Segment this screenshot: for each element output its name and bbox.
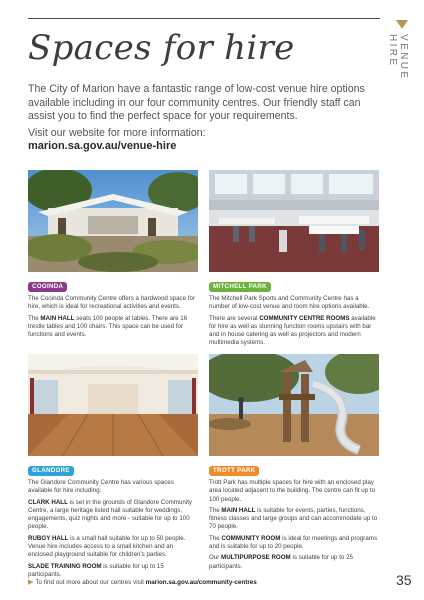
page-number: 35 (396, 572, 412, 588)
glandore-photo (28, 354, 198, 456)
centre-card-mitchell-park (209, 170, 379, 351)
card-paragraph (209, 554, 379, 571)
visit-text: Visit our website for more information: (28, 127, 206, 139)
paragraph-text: seats 100 people at tables. There are 16 trestle tables and 100 chairs. This space can be used for functions and events. (28, 314, 188, 339)
room-name: MAIN HALL (221, 506, 256, 514)
room-name: CLARK HALL (28, 498, 68, 506)
paragraph-text: is suitable for events, parties, functions, fitness classes and large groups and can accommodate up to 70 people. (209, 506, 378, 531)
centre-card-glandore (28, 354, 198, 582)
paragraph-lead: The (28, 314, 41, 322)
card-paragraph (28, 295, 198, 312)
arrow-right-icon: ▶ (28, 579, 34, 586)
card-paragraph (209, 315, 379, 348)
cooinda-photo (28, 170, 198, 272)
card-paragraph (28, 563, 198, 580)
card-paragraph (209, 507, 379, 532)
card-paragraph (28, 315, 198, 340)
community-centres-link[interactable]: marion.sa.gov.au/community-centres (145, 579, 257, 586)
paragraph-text: The Cooinda Community Centre offers a hardwood space for hire, which is ideal for recreational activities and events. (28, 295, 196, 311)
top-rule (28, 18, 380, 19)
paragraph-lead: Our (209, 554, 222, 562)
section-marker-icon (396, 20, 408, 29)
card-text-mitchell-park (209, 295, 379, 348)
card-text-trott-park (209, 479, 379, 571)
paragraph-lead: There are several (209, 314, 260, 322)
mitchell-park-photo (209, 170, 379, 272)
room-name: MAIN HALL (40, 314, 75, 322)
paragraph-text: is set in the grounds of Glandore Community Centre, a large heritage listed hall suitable for weddings, engagements, quiz nights and more - suitable for up to 100 people. (28, 498, 193, 531)
intro-paragraph: The City of Marion have a fantastic range of low-cost venue hire options available including in our four community centres. Our friendly staff can assist you to find the perfect space for your requirements. (28, 83, 365, 123)
badge-mitchell-park: MITCHELL PARK (209, 282, 271, 292)
venue-hire-link[interactable]: marion.sa.gov.au/venue-hire (28, 140, 177, 152)
paragraph-text: Trott Park has multiple spaces for hire with an enclosed play area located adjacent to the building. The centre can fit up to 100 people. (209, 479, 376, 503)
card-paragraph (28, 499, 198, 532)
footer-note (28, 578, 257, 586)
paragraph-text: is suitable for up to 15 participants. (28, 562, 164, 578)
paragraph-lead: The (209, 506, 222, 514)
page-title: Spaces for hire (28, 28, 295, 68)
card-text-cooinda (28, 295, 198, 339)
room-name: COMMUNITY ROOM (221, 534, 281, 542)
section-side-label: VENUE HIRE (387, 34, 409, 81)
badge-trott-park: TROTT PARK (209, 466, 259, 476)
badge-cooinda: COOINDA (28, 282, 67, 292)
card-text-glandore (28, 479, 198, 579)
paragraph-text: is suitable for up to 25 participants. (209, 554, 353, 570)
room-name: RUBGY HALL (28, 534, 69, 542)
footer-note-text: To find out more about our centres visit (35, 579, 146, 586)
room-name: SLADE TRAINING ROOM (28, 562, 102, 570)
card-paragraph (209, 479, 379, 504)
trott-park-photo (209, 354, 379, 456)
centre-card-trott-park (209, 354, 379, 574)
paragraph-lead: The (209, 534, 222, 542)
badge-glandore: GLANDORE (28, 466, 74, 476)
centre-card-cooinda (28, 170, 198, 342)
card-paragraph (209, 535, 379, 552)
paragraph-text: is ideal for meetings and programs and is suitable for up to 20 people. (209, 534, 378, 551)
paragraph-text: is a small hall suitable for up to 50 people. Venue hire includes access to a small kitchen and an enclosed playground suitable for children's parties. (28, 534, 186, 559)
card-paragraph (209, 295, 379, 312)
room-name: COMMUNITY CENTRE ROOMS (259, 314, 350, 322)
card-paragraph (28, 479, 198, 496)
paragraph-text: available for hire as well as stunning function rooms upstairs with bar and in house catering as well as projectors and modern multimedia systems. (209, 314, 376, 347)
paragraph-text: The Glandore Community Centre has various spaces available for hire including: (28, 479, 174, 495)
card-paragraph (28, 535, 198, 560)
room-name: MULTIPURPOSE ROOM (221, 554, 291, 562)
paragraph-text: The Mitchell Park Sports and Community Centre has a number of low-cost venue and room hire options available. (209, 295, 370, 311)
